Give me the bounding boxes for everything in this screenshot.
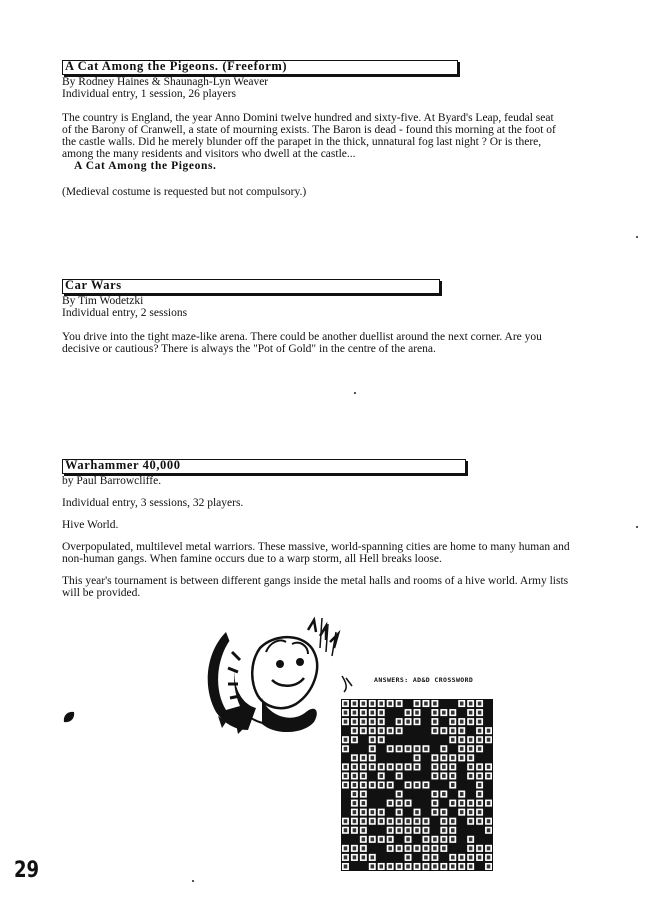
section-author: By Tim Wodetzki xyxy=(62,295,144,307)
section-title-box xyxy=(62,60,458,75)
crossword-grid xyxy=(341,699,493,871)
section-author: by Paul Barrowcliffe. xyxy=(62,475,162,487)
section-description: You drive into the tight maze-like arena. There could be another duellist around the next corner. Are you decisive or cautious? There is always the "Pot of Gold" in the centre of the arena. xyxy=(62,331,542,355)
dragon-illustration xyxy=(196,612,356,740)
section-tagline: A Cat Among the Pigeons. xyxy=(74,160,217,172)
section-title-box xyxy=(62,459,466,474)
speck xyxy=(636,526,638,528)
section-warhammer xyxy=(62,459,572,599)
crossword-caption: ANSWERS: AD&D CROSSWORD xyxy=(374,676,474,684)
speck xyxy=(192,880,194,882)
section-title-box xyxy=(62,279,440,294)
section-title: Car Wars xyxy=(65,278,122,292)
section-description: The country is England, the year Anno Domini twelve hundred and sixty-five. At Byard's Leap, feudal seat of the Barony of Cranwell, a state of mourning exists. The Baron is dead - found this morning at the foot of the castle walls. Did he merely blunder off the parapet in the thick, unnatural fog last night ? Or is there, among the many residents and visitors who dwell at the castle... xyxy=(62,112,556,160)
section-description-2: This year's tournament is between different gangs inside the metal halls and rooms of a hive world. Army lists will be provided. xyxy=(62,575,569,599)
section-entry: Individual entry, 3 sessions, 32 players. xyxy=(62,497,244,509)
section-note: (Medieval costume is requested but not compulsory.) xyxy=(62,186,307,198)
section-author: By Rodney Haines & Shaunagh-Lyn Weaver xyxy=(62,76,269,88)
section-car-wars xyxy=(62,279,562,355)
section-description: Overpopulated, multilevel metal warriors. These massive, world-spanning cities are home to many human and non-human gangs. When famine occurs due to a warp storm, all Hell breaks loose. xyxy=(62,541,570,565)
section-entry: Individual entry, 2 sessions xyxy=(62,307,188,319)
leaf-ornament xyxy=(62,710,76,724)
section-setting: Hive World. xyxy=(62,519,119,531)
section-entry: Individual entry, 1 session, 26 players xyxy=(62,88,236,100)
page-number: 29 xyxy=(14,858,40,883)
speck xyxy=(636,236,638,238)
speck xyxy=(354,392,356,394)
section-cat-among-pigeons xyxy=(62,60,562,198)
section-title: Warhammer 40,000 xyxy=(65,458,181,472)
section-title: A Cat Among the Pigeons. (Freeform) xyxy=(65,59,288,73)
